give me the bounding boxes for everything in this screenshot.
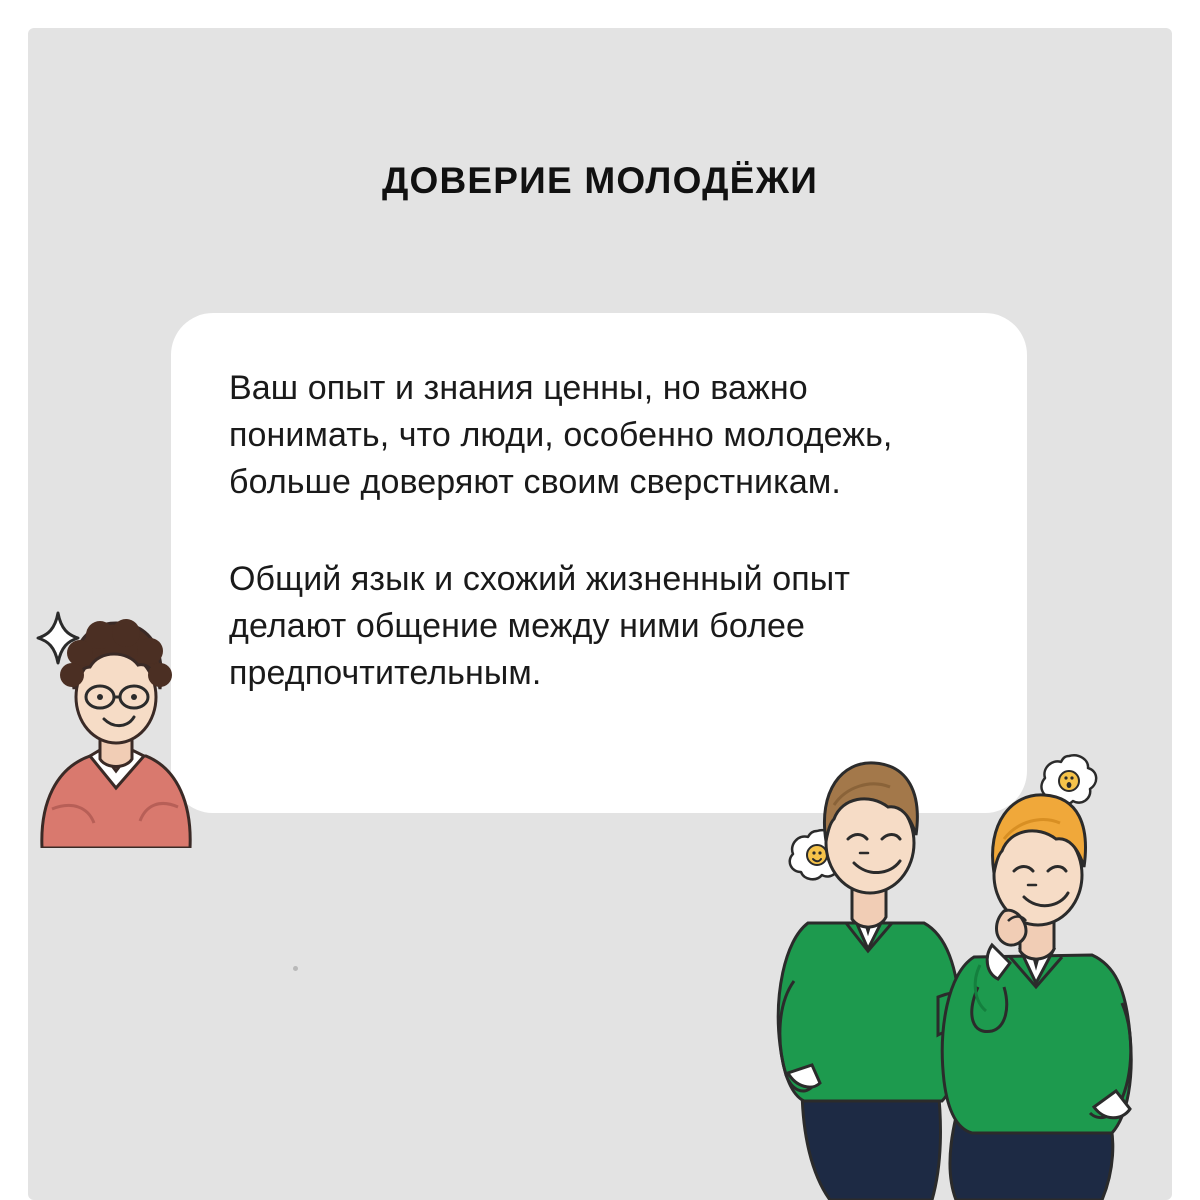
page-title: ДОВЕРИЕ МОЛОДЁЖИ — [381, 160, 819, 201]
sparkle-icon — [36, 611, 80, 665]
slide-canvas — [28, 28, 1172, 1200]
card-paragraph-1: Ваш опыт и знания ценны, но важно понимать, что люди, особенно молодежь, больше доверяют своим сверстникам. — [229, 369, 893, 501]
two-young-men-talking-illustration — [742, 735, 1172, 1200]
decorative-dot — [293, 966, 298, 971]
card-paragraph-2: Общий язык и схожий жизненный опыт делают общение между ними более предпочтительным. — [229, 559, 851, 692]
woman-with-glasses-illustration — [28, 593, 203, 848]
